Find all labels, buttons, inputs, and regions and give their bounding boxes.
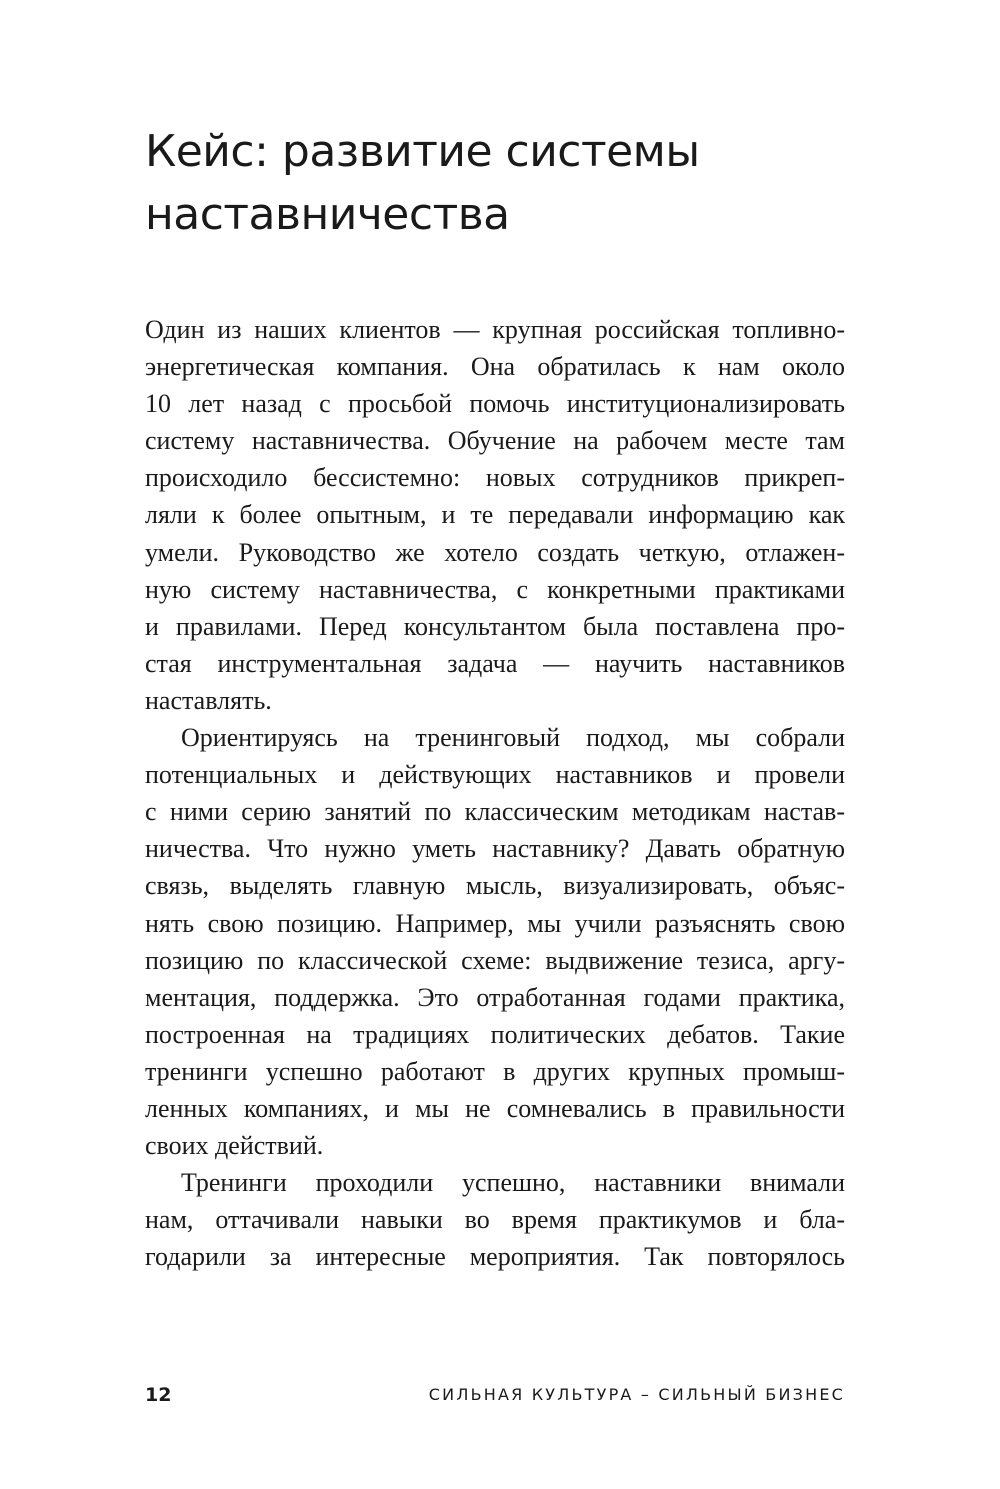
- text-line: ничества. Что нужно уметь наставнику? Давать обратную: [145, 834, 845, 864]
- chapter-title-line: наставничества: [145, 189, 510, 240]
- text-line: нять свою позицию. Например, мы учили разъяснять свою: [145, 908, 845, 938]
- page-footer: [145, 1380, 845, 1410]
- text-line: потенциальных и действующих наставников и провели: [145, 760, 845, 790]
- text-line: происходило бессистемно: новых сотрудников прикреп-: [145, 463, 845, 493]
- chapter-title-line: Кейс: развитие системы: [145, 126, 700, 177]
- text-line: Один из наших клиентов — крупная российская топливно-: [145, 315, 845, 344]
- text-line: Тренинги проходили успешно, наставники внимали: [181, 1168, 845, 1198]
- text-line: позицию по классической схеме: выдвижение тезиса, аргу-: [145, 945, 845, 975]
- text-line: тренинги успешно работают в других крупных промыш-: [145, 1056, 845, 1086]
- text-line: построенная на традициях политических дебатов. Такие: [145, 1019, 845, 1049]
- text-line: связь, выделять главную мысль, визуализировать, объяс-: [145, 871, 845, 901]
- chapter-title: [145, 120, 865, 246]
- text-line: наставлять.: [145, 685, 272, 715]
- page-number: 12: [145, 1384, 172, 1406]
- text-line: с ними серию занятий по классическим методикам настав-: [145, 797, 845, 827]
- text-line: и правилами. Перед консультантом была поставлена про-: [145, 611, 845, 641]
- text-line: своих действий.: [145, 1131, 324, 1161]
- text-line: ленных компаниях, и мы не сомневались в правильности: [145, 1093, 845, 1123]
- text-line: нам, оттачивали навыки во время практикумов и бла-: [145, 1205, 845, 1235]
- paragraph-1: [145, 311, 845, 719]
- text-line: ляли к более опытным, и те передавали информацию как: [145, 500, 845, 530]
- text-line: Ориентируясь на тренинговый подход, мы собрали: [181, 723, 845, 753]
- paragraph-2: [145, 719, 845, 1164]
- text-line: ную систему наставничества, с конкретными практиками: [145, 574, 845, 604]
- text-line: умели. Руководство же хотело создать четкую, отлажен-: [145, 537, 845, 567]
- text-line: энергетическая компания. Она обратилась к нам около: [145, 352, 845, 382]
- text-line: систему наставничества. Обучение на рабочем месте там: [145, 426, 845, 456]
- paragraph-3: [145, 1164, 845, 1275]
- text-line: годарили за интересные мероприятия. Так повторялось: [145, 1242, 845, 1272]
- text-line: 10 лет назад с просьбой помочь институционализировать: [145, 389, 845, 419]
- body-text: [145, 311, 845, 1275]
- running-title: СИЛЬНАЯ КУЛЬТУРА – СИЛЬНЫЙ БИЗНЕС: [428, 1385, 845, 1404]
- text-line: стая инструментальная задача — научить наставников: [145, 648, 845, 678]
- text-line: ментация, поддержка. Это отработанная годами практика,: [145, 982, 845, 1012]
